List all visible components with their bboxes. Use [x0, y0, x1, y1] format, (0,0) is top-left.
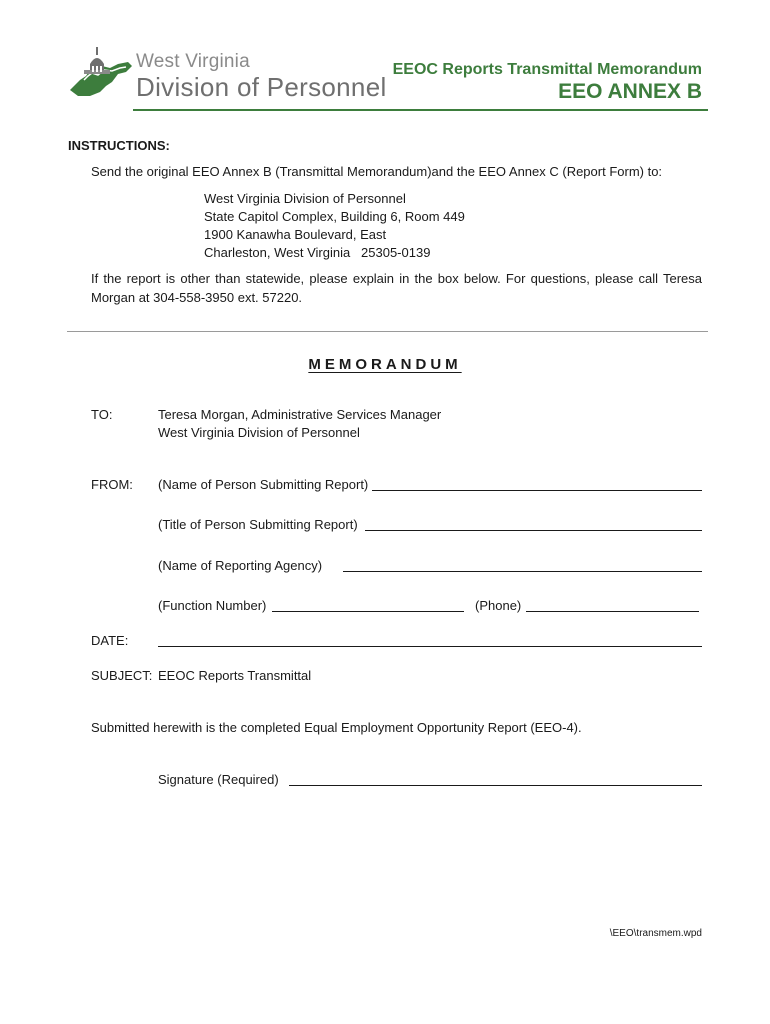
reporting-agency-field[interactable]: [343, 571, 702, 572]
memorandum-title: MEMORANDUM: [308, 356, 462, 373]
header-rule: [133, 109, 708, 111]
submitted-statement: Submitted herewith is the completed Equal Employment Opportunity Report (EEO-4).: [91, 720, 582, 735]
section-divider: [67, 331, 708, 332]
subject-value: EEOC Reports Transmittal: [158, 668, 312, 683]
org-name-line1: West Virginia: [136, 51, 250, 72]
function-number-field[interactable]: [272, 611, 464, 612]
file-path-footer: \EEO\transmem.wpd: [609, 928, 702, 939]
to-label: TO:: [91, 407, 113, 422]
function-number-label: (Function Number): [158, 598, 267, 613]
from-label: FROM:: [91, 477, 133, 492]
address-line: West Virginia Division of Personnel: [204, 191, 406, 206]
instructions-send-text: Send the original EEO Annex B (Transmittal Memorandum)and the EEO Annex C (Report Form) to:: [91, 164, 663, 179]
date-label: DATE:: [91, 633, 129, 648]
document-title: EEOC Reports Transmittal Memorandum: [392, 61, 702, 78]
to-organization: West Virginia Division of Personnel: [158, 425, 360, 440]
phone-label: (Phone): [475, 598, 522, 613]
annex-label: EEO ANNEX B: [558, 80, 702, 103]
reporting-agency-label: (Name of Reporting Agency): [158, 558, 323, 573]
org-name-line2: Division of Personnel: [136, 72, 387, 102]
subject-label: SUBJECT:: [91, 668, 153, 683]
phone-field[interactable]: [526, 611, 699, 612]
west-virginia-capitol-logo: [66, 46, 136, 106]
mailing-address: [204, 190, 465, 262]
date-field[interactable]: [158, 646, 702, 647]
signature-field[interactable]: [289, 785, 702, 786]
submitter-title-field[interactable]: [365, 530, 702, 531]
submitter-title-label: (Title of Person Submitting Report): [158, 517, 358, 532]
address-line: Charleston, West Virginia 25305-0139: [204, 245, 431, 260]
signature-label: Signature (Required): [158, 772, 279, 787]
submitter-name-field[interactable]: [372, 490, 702, 491]
instructions-note: If the report is other than statewide, please explain in the box below. For questions, please call Teresa Morgan at 304-558-3950 ext. 57220.: [91, 271, 702, 305]
to-recipient: Teresa Morgan, Administrative Services Manager: [158, 407, 442, 422]
instructions-heading: INSTRUCTIONS:: [68, 138, 170, 153]
address-line: 1900 Kanawha Boulevard, East: [204, 227, 387, 242]
submitter-name-label: (Name of Person Submitting Report): [158, 477, 369, 492]
address-line: State Capitol Complex, Building 6, Room 449: [204, 209, 465, 224]
